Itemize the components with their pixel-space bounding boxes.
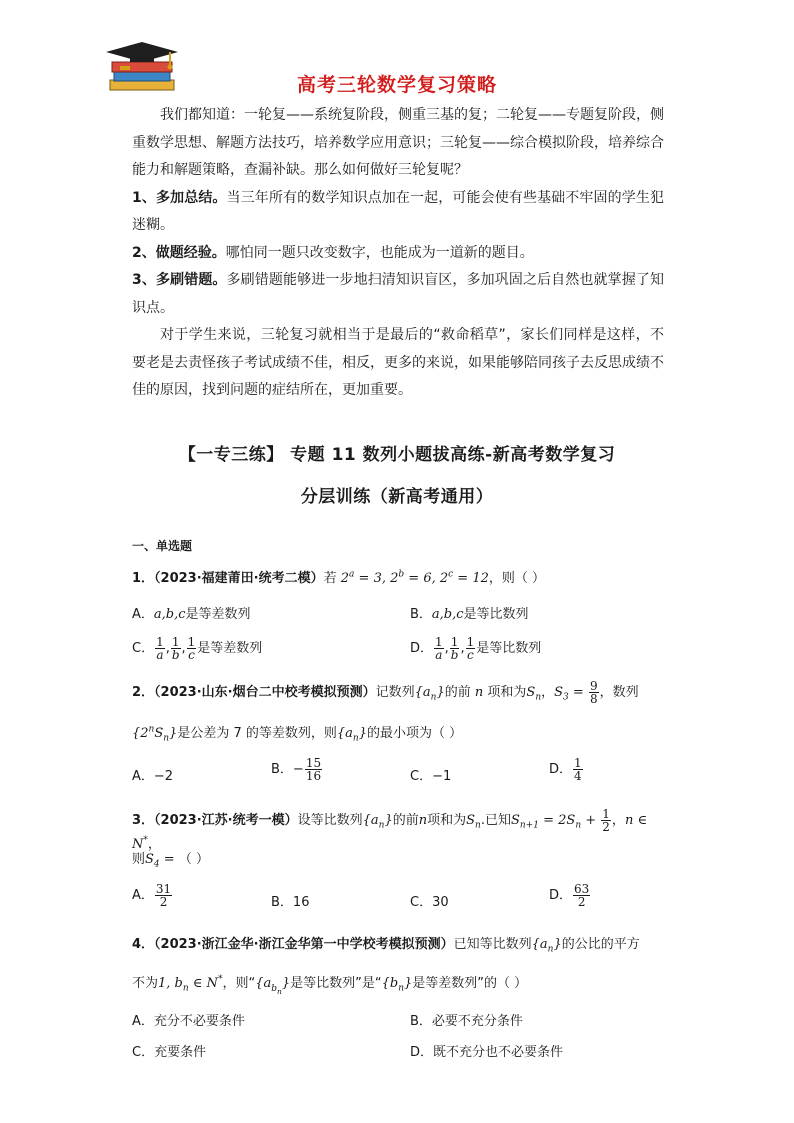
q1-source: （2023·福建莆田·统考二模）	[154, 571, 324, 586]
q3-c-label: C．	[410, 895, 433, 910]
q4-stem-b: 的公比的平方	[561, 937, 640, 952]
tip-2-body: 哪怕同一题只改变数字，也能成为一道新的题目。	[225, 244, 534, 261]
q1-option-b[interactable]: B．a,b,c是等比数列	[410, 607, 529, 622]
q2-option-c[interactable]	[410, 765, 451, 784]
q3-stem-d: .已知	[480, 813, 511, 828]
q3-b-value: 16	[292, 895, 310, 910]
q3-option-d[interactable]	[549, 883, 591, 908]
q3-b-label: B．	[271, 895, 293, 910]
q2-option-a[interactable]	[132, 765, 173, 784]
tip-3-body: 多刷错题能够进一步地扫清知识盲区，多加巩固之后自然也就掌握了知识点。	[132, 272, 664, 316]
q4-line2-c: 是等比数列”是“	[290, 976, 382, 991]
q3-line2-end: （ ）	[178, 852, 209, 867]
q1-stem-end: ，则（ ）	[488, 571, 546, 586]
q2-stem-f: 的最小项为（ ）	[366, 726, 463, 741]
q1-b-text: 是等比数列	[463, 607, 529, 622]
q1-stem: 若	[323, 571, 337, 586]
q3-number: 3．	[132, 813, 155, 828]
tip-2	[132, 240, 664, 268]
q3-a-den: 2	[159, 895, 168, 909]
tip-1-body: 当三年所有的数学知识点加在一起，可能会使有些基础不牢固的学生犯迷糊。	[132, 189, 664, 233]
q1-option-d[interactable]: D． $\frac{1}{a}$ , $\frac{1}{b}$ , $\frac{1}{c}$ 是等比数列	[410, 635, 542, 662]
q2-stem-d: ，数列	[599, 685, 639, 700]
q2-d-label: D．	[549, 762, 573, 777]
q2-d-den: 4	[574, 769, 582, 783]
q2-c-label: C．	[410, 769, 433, 784]
question-3: 3．（2023·江苏·统考一模）设等比数列$\{a_n\}$的前n项和为$S_n$.已知$S_{n+1} = 2S_n$ + $\frac{1}{2}$ ，n ∈ N*，	[132, 807, 648, 852]
question-2: 2．（2023·山东·烟台二中校考模拟预测）记数列$\{a_n\}$的前 n 项和为$S_n$，$S_3$ = $\frac{9}{8}$ ，数列	[132, 679, 639, 706]
q3-option-a[interactable]	[132, 883, 173, 908]
q4-option-a[interactable]: A．充分不必要条件	[132, 1014, 245, 1029]
q2-stem-b: 的前	[444, 685, 471, 700]
q3-stem-c: 项和为	[427, 813, 467, 828]
q3-stem-b: 的前	[392, 813, 419, 828]
q2-a-value: −2	[153, 769, 174, 784]
question-4: 4．（2023·浙江金华·浙江金华第一中学校考模拟预测）已知等比数列$\{a_n\}$的公比的平方	[132, 937, 640, 955]
q4-line2-d: 是等差数列”的（ ）	[412, 976, 528, 991]
intro-paragraph: 我们都知道：一轮复——系统复阶段，侧重三基的复；二轮复——专题复阶段，侧重数学思想、解题方法技巧，培养数学应用意识；三轮复——综合模拟阶段，培养综合能力和解题策略，查漏补缺。那么如何做好三轮复呢？	[132, 107, 664, 178]
q1-d-label: D．	[410, 641, 434, 656]
q3-option-c[interactable]	[410, 891, 449, 910]
q4-number: 4．	[132, 937, 155, 952]
q1-a-text: 是等差数列	[185, 607, 251, 622]
doc-title-line-2: 分层训练（新高考通用）	[300, 487, 494, 507]
section-heading: 一、单选题	[132, 539, 193, 553]
banner-title: 高考三轮数学复习策略	[296, 74, 497, 96]
q3-stem-a: 设等比数列	[297, 813, 363, 828]
q2-option-b[interactable]: B．− $\frac{15}{16}$	[271, 756, 322, 783]
q1-option-c[interactable]: C． $\frac{1}{a}$ , $\frac{1}{b}$ , $\frac{1}{c}$ 是等差数列	[132, 635, 263, 662]
tip-3	[132, 267, 664, 322]
q4-stem-a: 已知等比数列	[453, 937, 532, 952]
q1-d-text: 是等比数列	[476, 641, 542, 656]
tip-3-head: 3、多刷错题。	[132, 272, 227, 288]
tip-1-head: 1、多加总结。	[132, 189, 227, 206]
q2-number: 2．	[132, 685, 155, 700]
q2-b-den: 16	[305, 769, 322, 783]
q1-c-label: C．	[132, 641, 155, 656]
q3-line2: 则	[132, 852, 146, 867]
q3-a-label: A．	[132, 888, 154, 903]
q3-c-value: 30	[432, 895, 449, 910]
tip-1	[132, 185, 664, 240]
q1-b-label: B．	[410, 607, 432, 622]
q4-line2-b: ，则“	[222, 976, 256, 991]
q3-d-den: 2	[577, 895, 586, 909]
question-4-line-2: 不为1, $b_n$ ∈ N*，则“$\{a_{b_n}\}$是等比数列”是“$\{b_n\}$是等差数列”的（ ）	[132, 974, 528, 996]
q1-c-text: 是等差数列	[197, 641, 263, 656]
question-1	[132, 567, 672, 586]
q4-source: （2023·浙江金华·浙江金华第一中学校考模拟预测）	[154, 937, 454, 952]
q3-option-b[interactable]	[271, 891, 309, 910]
q2-stem-e: 是公差为 7 的等差数列，则	[177, 726, 337, 741]
q2-source: （2023·山东·烟台二中校考模拟预测）	[154, 685, 376, 700]
question-2-line-2: $\{2^nS_n\}$是公差为 7 的等差数列，则$\{a_n\}$的最小项为（ ）	[132, 724, 463, 744]
q2-b-label: B．	[271, 762, 293, 777]
q2-stem-a: 记数列	[375, 685, 415, 700]
closing-paragraph: 对于学生来说，三轮复习就相当于是最后的“救命稻草”，家长们同样是这样，不要老是去责怪孩子考试成绩不佳，相反，更多的来说，如果能够陪同孩子去反思成绩不佳的原因，找到问题的症结所在，更加重要。	[132, 327, 664, 398]
q3-a-num: 31	[155, 882, 172, 896]
q3-stem-e: ，	[611, 813, 625, 828]
q1-a-label: A．	[132, 607, 154, 622]
q1-option-a[interactable]: A．a,b,c是等差数列	[132, 607, 251, 622]
question-3-line-2: 则$S_4$ = （ ）	[132, 852, 209, 870]
q3-d-num: 63	[574, 882, 590, 896]
q4-option-b[interactable]: B．必要不充分条件	[410, 1014, 523, 1029]
q3-source: （2023·江苏·统考一模）	[154, 813, 298, 828]
q2-d-num: 1	[574, 756, 582, 770]
q3-d-label: D．	[549, 888, 573, 903]
q2-b-num: 15	[305, 756, 322, 770]
tip-2-head: 2、做题经验。	[132, 244, 226, 261]
q4-option-d[interactable]: D．既不充分也不必要条件	[410, 1045, 564, 1060]
q2-option-d[interactable]	[549, 757, 584, 782]
q1-equations: $2^a = 3$, $2^b = 6$, $2^c = 12$	[340, 569, 489, 586]
doc-title-line-1: 【一专三练】 专题 11 数列小题拔高练-新高考数学复习	[178, 445, 616, 465]
q4-option-c[interactable]: C．充要条件	[132, 1045, 207, 1060]
q2-c-value: −1	[432, 769, 452, 784]
q2-stem-c: 项和为	[487, 685, 527, 700]
intro-section	[132, 102, 664, 405]
q1-number: 1．	[132, 571, 155, 586]
q4-line2-a: 不为	[132, 976, 159, 991]
q2-a-label: A．	[132, 769, 154, 784]
